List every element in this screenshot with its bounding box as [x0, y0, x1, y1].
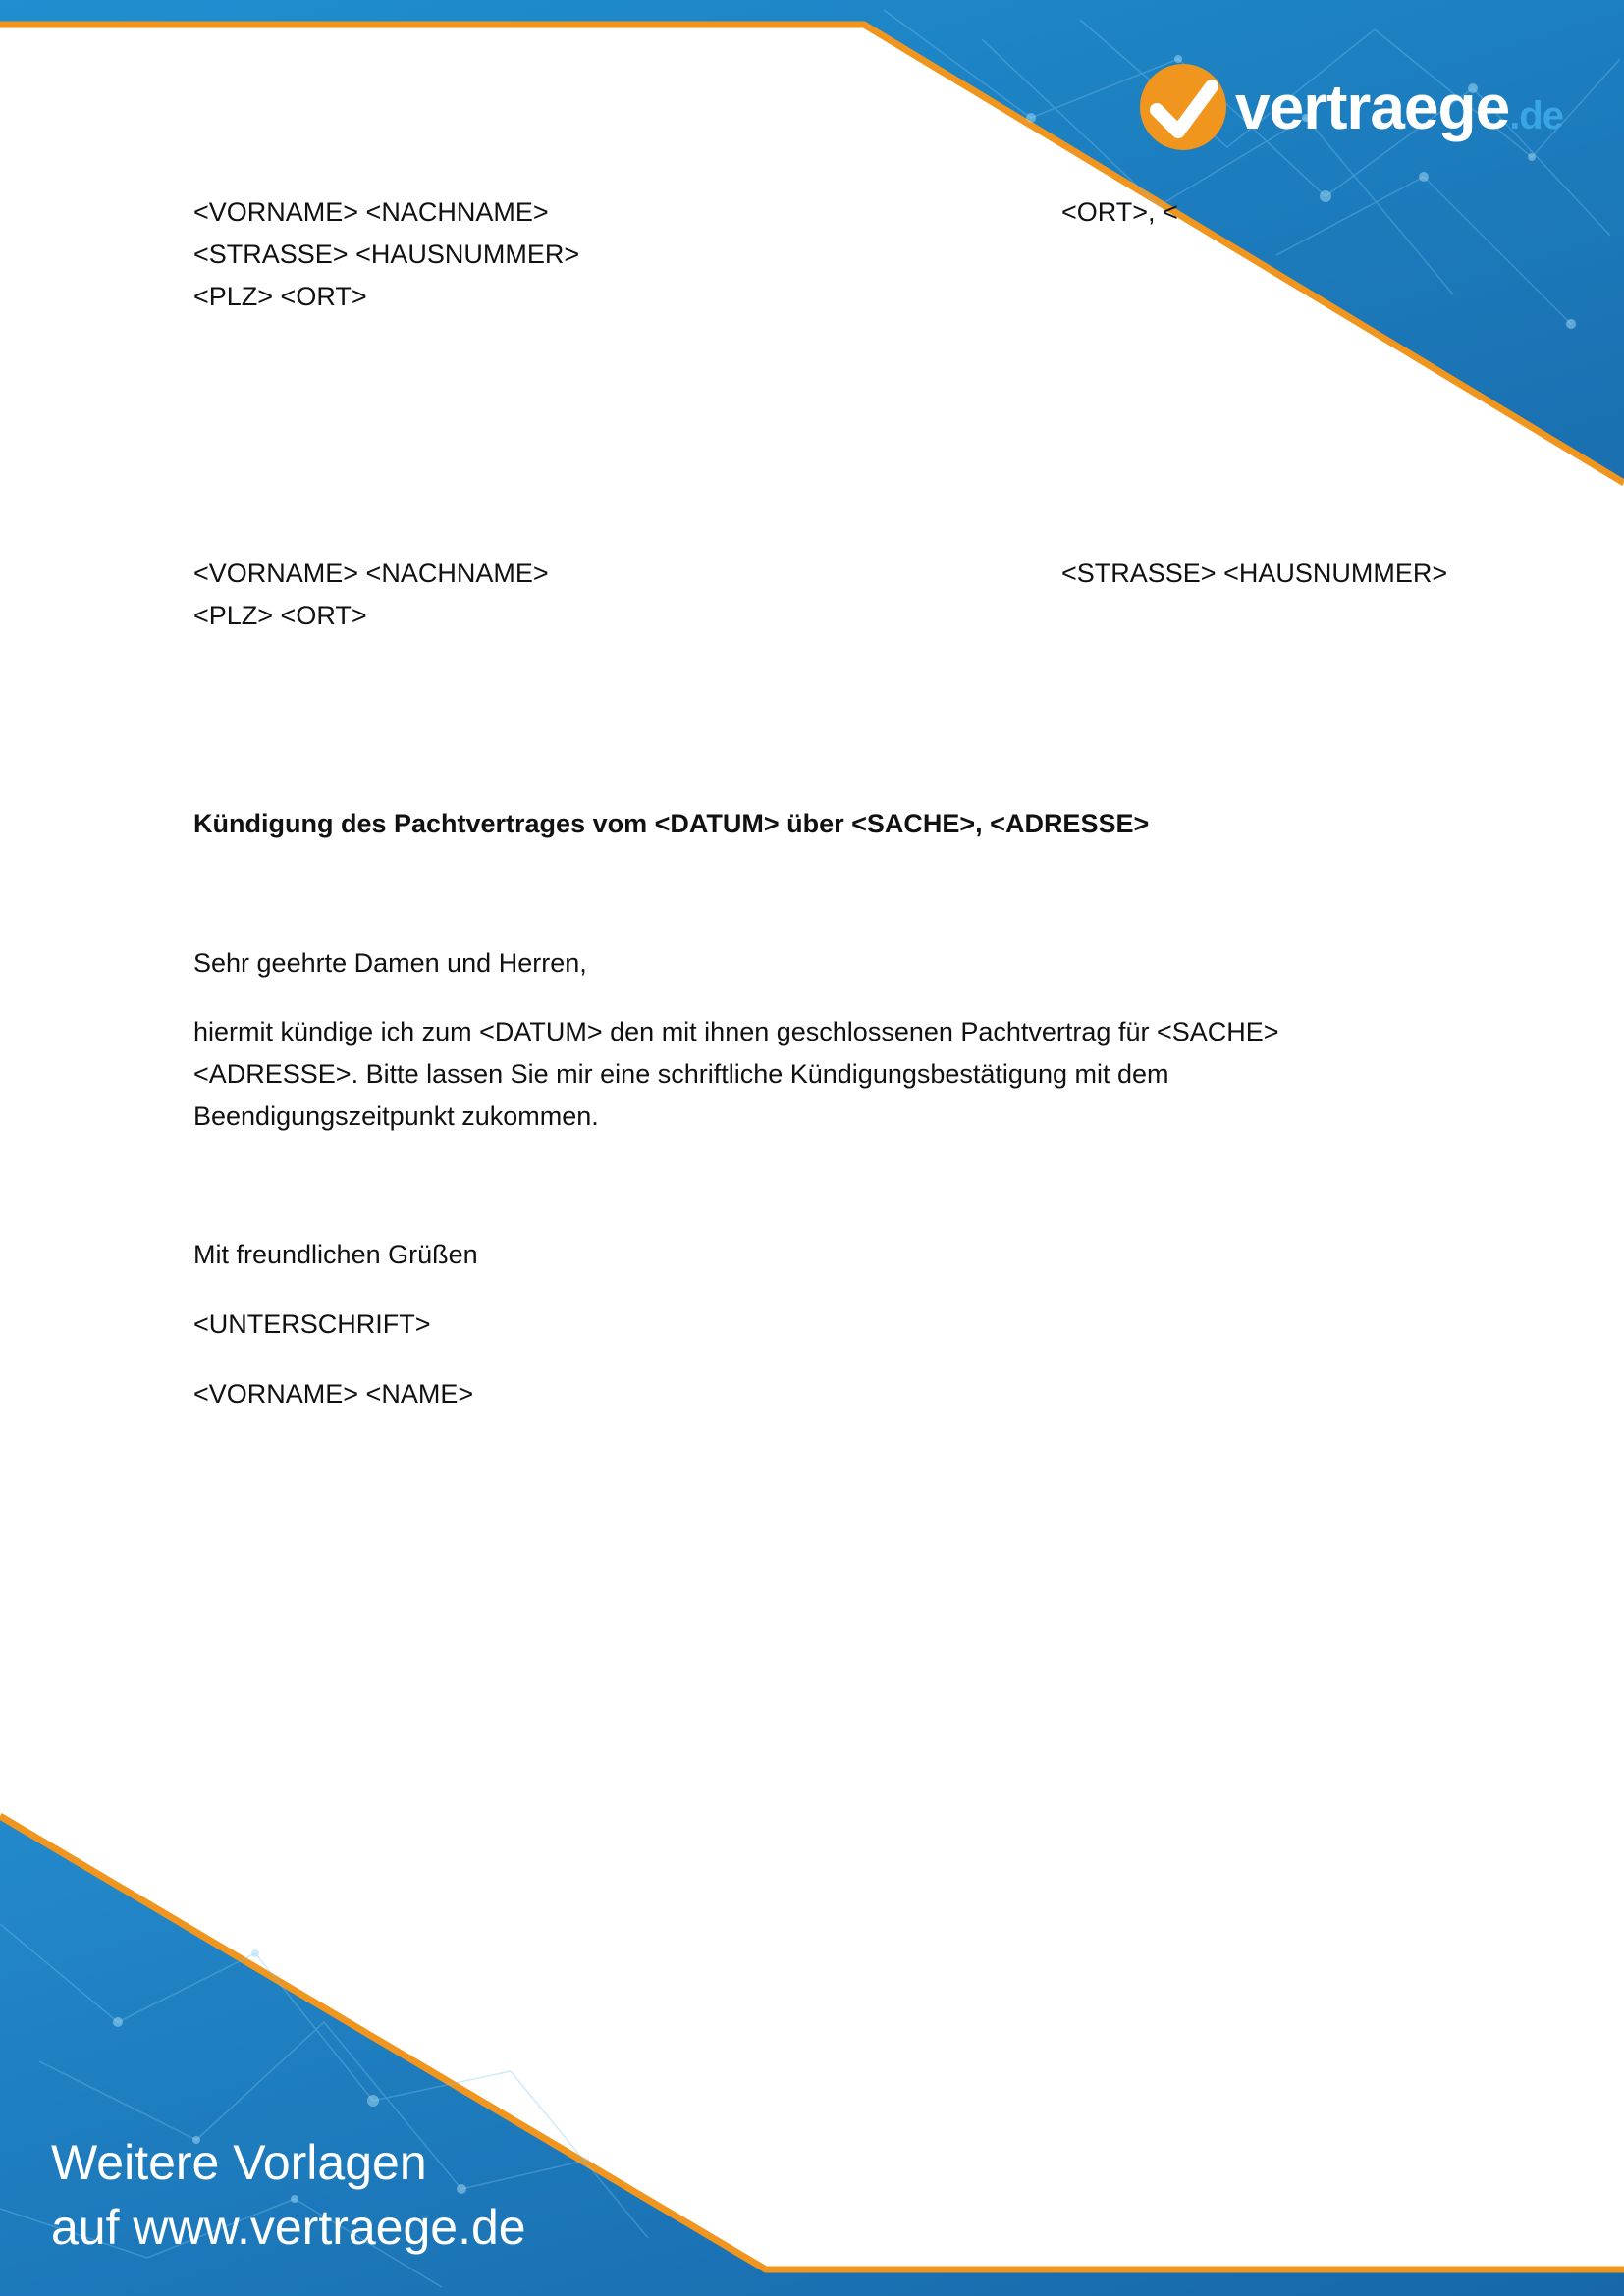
letter-closing: Mit freundlichen Grüßen	[193, 1240, 478, 1269]
letter-salutation: Sehr geehrte Damen und Herren,	[193, 948, 587, 978]
letter-subject: Kündigung des Pachtvertrages vom <DATUM> über <SACHE>, <ADRESSE>	[193, 809, 1150, 838]
recipient-street: <STRASSE> <HAUSNUMMER>	[1061, 559, 1448, 588]
place-date: <ORT>, <	[1061, 197, 1178, 227]
letter-body-line-1: hiermit kündige ich zum <DATUM> den mit ihnen geschlossenen Pachtvertrag für <SACHE>	[193, 1017, 1279, 1046]
brand-tld: .de	[1509, 94, 1563, 137]
letter-signer-name: <VORNAME> <NAME>	[193, 1379, 474, 1409]
recipient-city: <PLZ> <ORT>	[193, 601, 367, 630]
sender-city: <PLZ> <ORT>	[193, 282, 367, 311]
sender-street: <STRASSE> <HAUSNUMMER>	[193, 240, 580, 269]
brand-logo	[1139, 61, 1591, 159]
sender-name: <VORNAME> <NACHNAME>	[193, 197, 549, 227]
letter-body-line-3: Beendigungszeitpunkt zukommen.	[193, 1101, 599, 1131]
brand-wordmark: vertraege.de	[1235, 72, 1563, 142]
letter-signature: <UNTERSCHRIFT>	[193, 1309, 431, 1339]
recipient-name: <VORNAME> <NACHNAME>	[193, 559, 549, 588]
footer-promo-line-1: Weitere Vorlagen	[51, 2135, 427, 2190]
footer-promo	[51, 2130, 526, 2260]
footer-promo-line-2: auf www.vertraege.de	[51, 2200, 526, 2255]
letter-body-line-2: <ADRESSE>. Bitte lassen Sie mir eine schriftliche Kündigungsbestätigung mit dem	[193, 1059, 1169, 1089]
brand-mark-icon	[1139, 61, 1227, 153]
